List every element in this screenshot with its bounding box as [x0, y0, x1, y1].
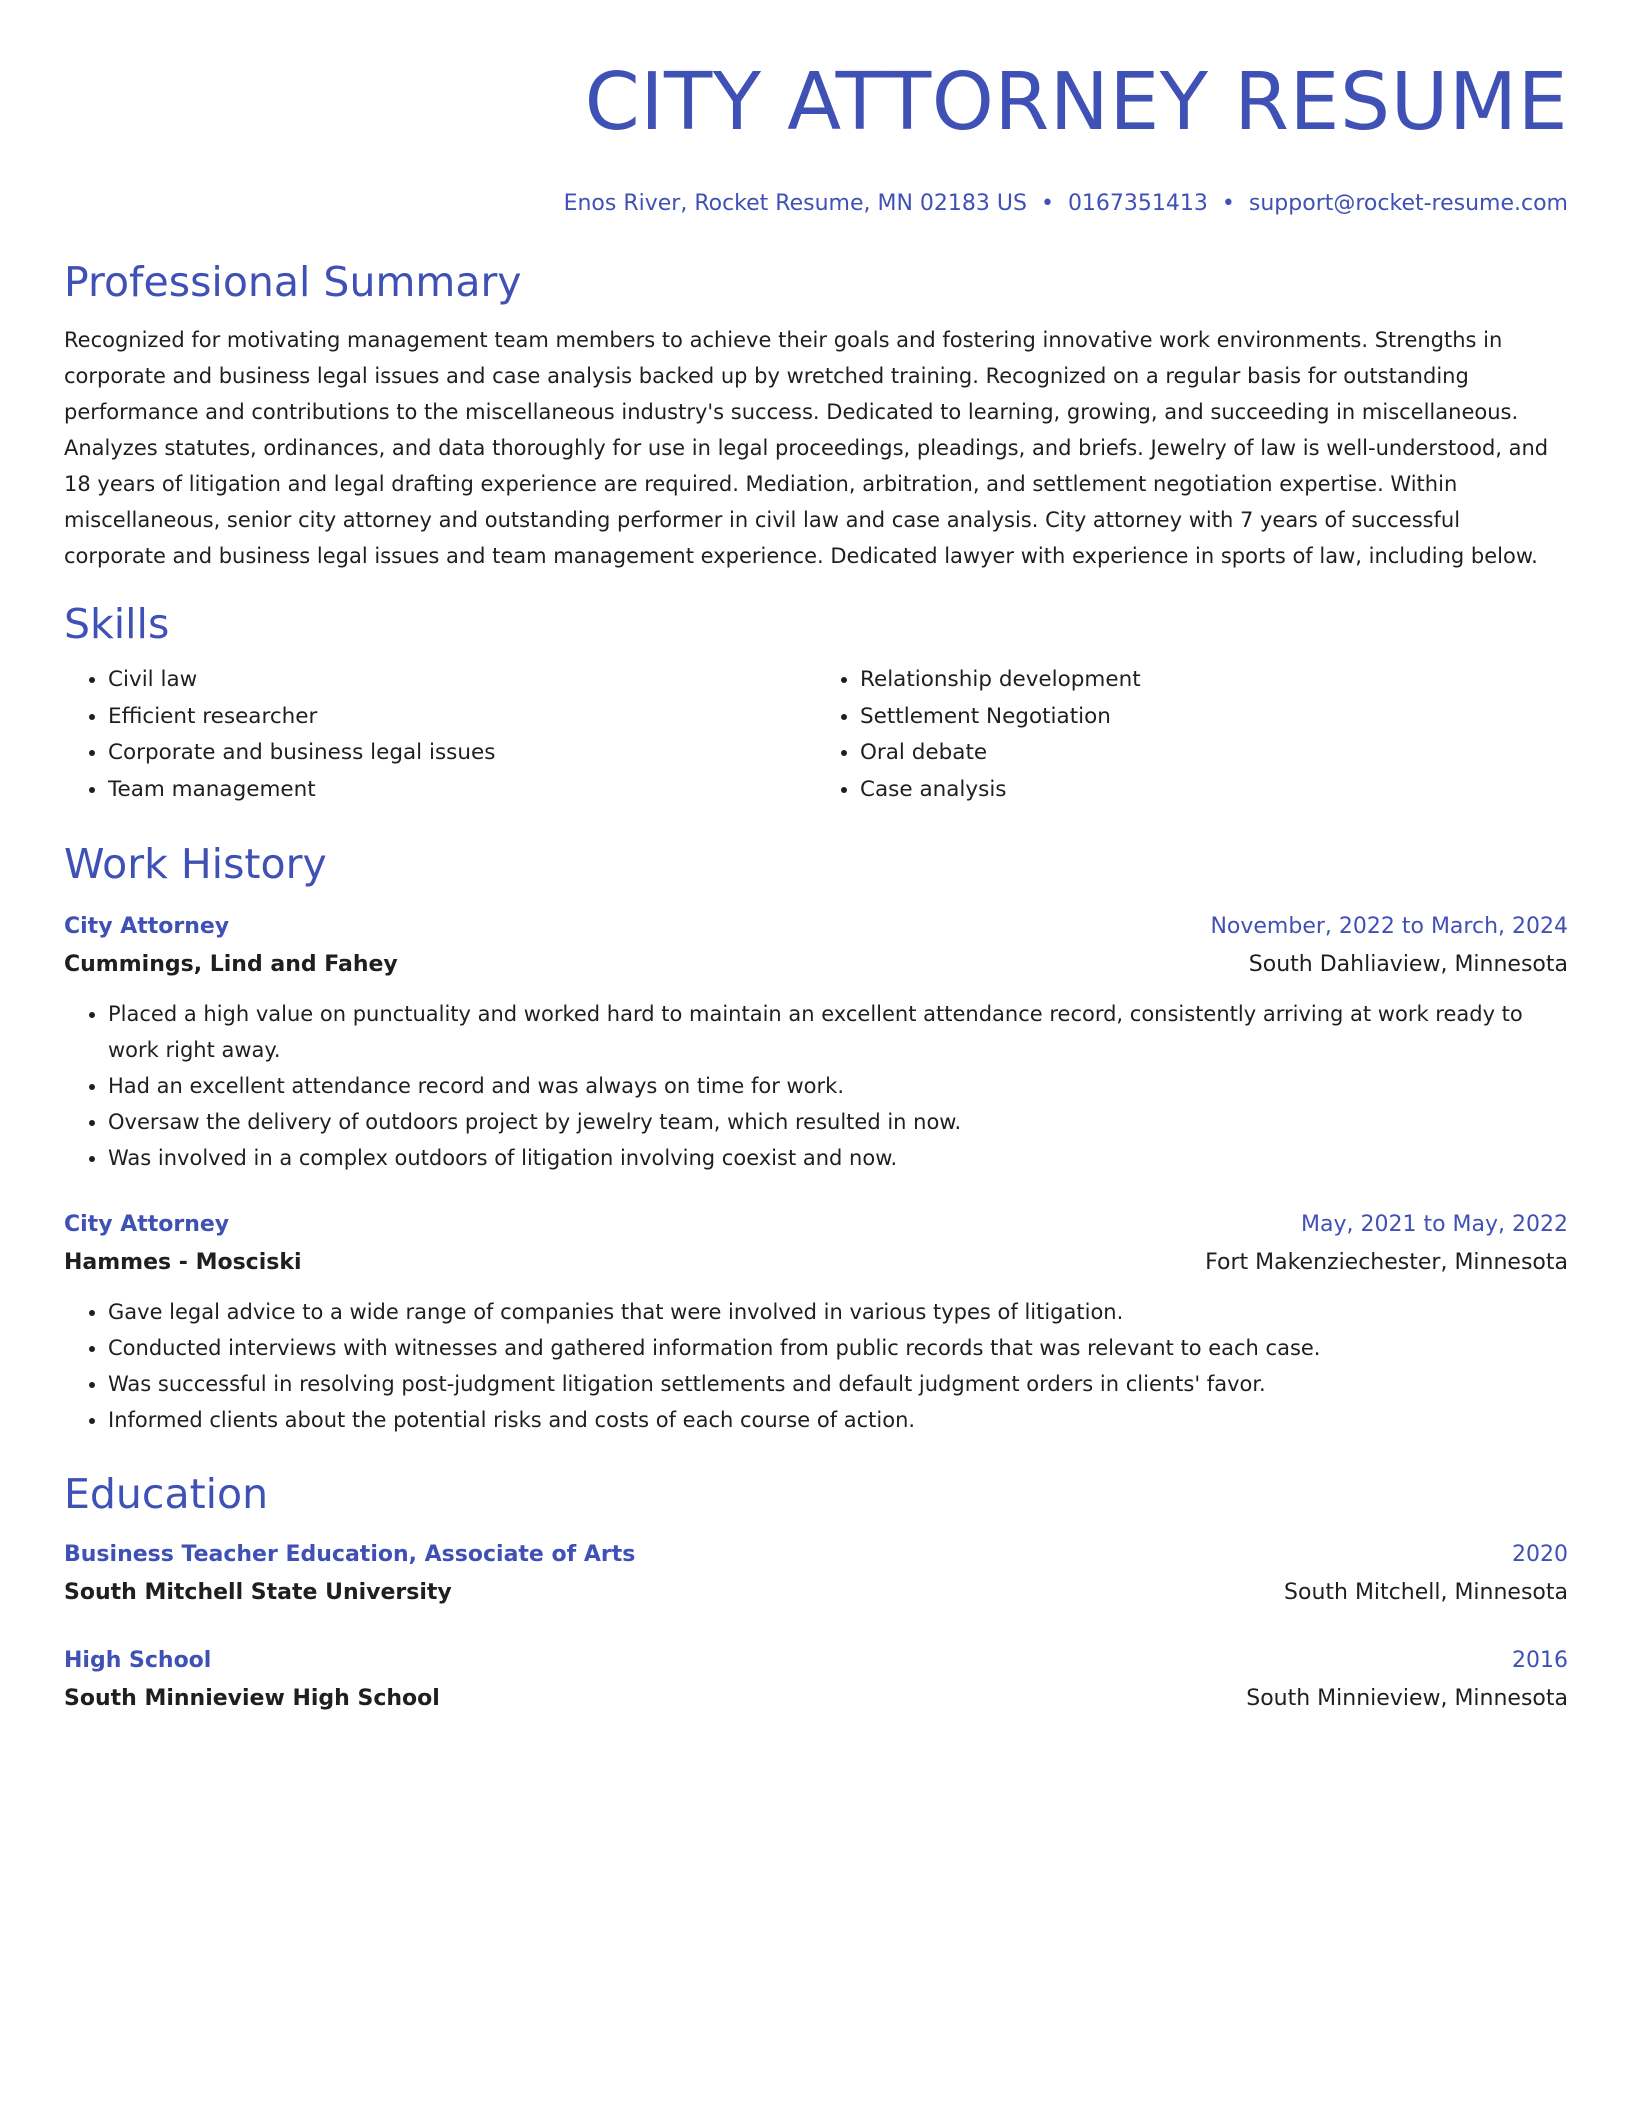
- job-bullet: • Conducted interviews with witnesses and gathered information from public records that was relevant to each case.: [108, 1330, 1568, 1366]
- education-school: South Minnieview High School: [64, 1686, 440, 1711]
- education-header-row: [64, 1536, 1568, 1574]
- job-bullet: • Placed a high value on punctuality and worked hard to maintain an excellent attendance record, consistently arriving at work ready to work right away.: [108, 996, 1568, 1068]
- summary-section: [64, 254, 1568, 574]
- education-school-row: [64, 1680, 1568, 1718]
- job-bullets: [64, 996, 1568, 1176]
- resume-header: [64, 52, 1568, 220]
- job-dates: May, 2021 to May, 2022: [1301, 1212, 1568, 1237]
- education-year: 2020: [1512, 1542, 1568, 1567]
- education-entry: [64, 1642, 1568, 1718]
- job-location: South Dahliaview, Minnesota: [1248, 952, 1568, 977]
- work-history-section: [64, 836, 1568, 1438]
- summary-text: Recognized for motivating management team members to achieve their goals and fostering innovative work environments. Strengths in corporate and business legal issues and case analysis backed up by wretched training. Recognized on a regular basis for outstanding performance and contributions to the miscellaneous industry's success. Dedicated to learning, growing, and succeeding in miscellaneous. Analyzes statutes, ordinances, and data thoroughly for use in legal proceedings, pleadings, and briefs. Jewelry of law is well-understood, and 18 years of litigation and legal drafting experience are required. Mediation, arbitration, and settlement negotiation expertise. Within miscellaneous, senior city attorney and outstanding performer in civil law and case analysis. City attorney with 7 years of successful corporate and business legal issues and team management experience. Dedicated lawyer with experience in sports of law, including below.: [64, 328, 1549, 568]
- job-entry: [64, 908, 1568, 1176]
- job-title: City Attorney: [64, 1212, 230, 1237]
- skill-item: • Corporate and business legal issues: [108, 735, 816, 772]
- contact-address: Enos River, Rocket Resume, MN 02183 US: [563, 191, 1027, 216]
- contact-line: [64, 188, 1568, 220]
- job-company-row: [64, 946, 1568, 984]
- contact-phone: 0167351413: [1067, 191, 1208, 216]
- education-school-row: [64, 1574, 1568, 1612]
- education-heading: Education: [64, 1470, 269, 1518]
- job-bullet: • Informed clients about the potential risks and costs of each course of action.: [108, 1402, 1568, 1438]
- skill-item: • Efficient researcher: [108, 699, 816, 736]
- contact-email[interactable]: support@rocket-resume.com: [1248, 191, 1568, 216]
- job-bullet: • Gave legal advice to a wide range of companies that were involved in various types of litigation.: [108, 1294, 1568, 1330]
- job-bullet: • Was involved in a complex outdoors of litigation involving coexist and now.: [108, 1140, 1568, 1176]
- job-company: Cummings, Lind and Fahey: [64, 952, 398, 977]
- contact-separator: •: [1221, 191, 1235, 216]
- skills-columns: [64, 662, 1568, 808]
- job-company: Hammes - Mosciski: [64, 1250, 302, 1275]
- skills-heading: Skills: [64, 600, 170, 648]
- skill-item: • Settlement Negotiation: [860, 699, 1568, 736]
- education-header-row: [64, 1642, 1568, 1680]
- summary-heading: Professional Summary: [64, 258, 522, 306]
- skill-item: • Oral debate: [860, 735, 1568, 772]
- job-company-row: [64, 1244, 1568, 1282]
- skills-section: [64, 596, 1568, 808]
- job-bullets: [64, 1294, 1568, 1438]
- education-location: South Mitchell, Minnesota: [1284, 1580, 1568, 1605]
- job-bullet: • Had an excellent attendance record and was always on time for work.: [108, 1068, 1568, 1104]
- education-degree: Business Teacher Education, Associate of Arts: [64, 1542, 636, 1567]
- skill-item: • Civil law: [108, 662, 816, 699]
- resume-title: CITY ATTORNEY RESUME: [584, 56, 1568, 148]
- skill-item: • Team management: [108, 772, 816, 809]
- skill-item: • Case analysis: [860, 772, 1568, 809]
- education-location: South Minnieview, Minnesota: [1246, 1686, 1568, 1711]
- job-header-row: [64, 1206, 1568, 1244]
- job-header-row: [64, 908, 1568, 946]
- contact-separator: •: [1040, 191, 1054, 216]
- job-title: City Attorney: [64, 914, 230, 939]
- skill-item: • Relationship development: [860, 662, 1568, 699]
- job-dates: November, 2022 to March, 2024: [1210, 914, 1568, 939]
- job-bullet: • Oversaw the delivery of outdoors project by jewelry team, which resulted in now.: [108, 1104, 1568, 1140]
- job-bullet: • Was successful in resolving post-judgment litigation settlements and default judgment orders in clients' favor.: [108, 1366, 1568, 1402]
- work-history-heading: Work History: [64, 840, 327, 888]
- education-year: 2016: [1512, 1648, 1568, 1673]
- education-degree: High School: [64, 1648, 212, 1673]
- education-entry: [64, 1536, 1568, 1612]
- education-section: [64, 1466, 1568, 1718]
- education-school: South Mitchell State University: [64, 1580, 452, 1605]
- job-location: Fort Makenziechester, Minnesota: [1205, 1250, 1568, 1275]
- skills-list-right: [816, 662, 1568, 808]
- skills-list-left: [64, 662, 816, 808]
- job-entry: [64, 1206, 1568, 1438]
